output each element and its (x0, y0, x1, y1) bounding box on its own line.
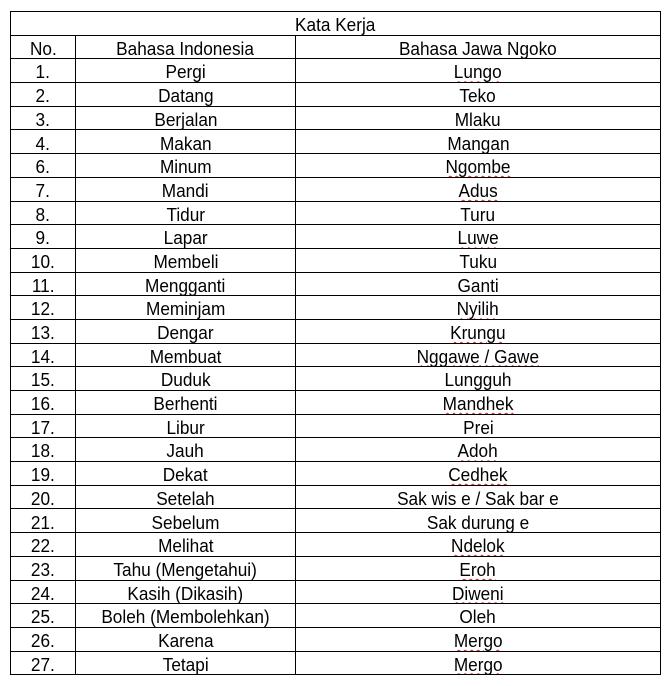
indonesian-word: Duduk (160, 369, 211, 391)
cell-indonesian (76, 319, 296, 343)
cell-indonesian (76, 272, 296, 296)
javanese-word: Diweni (452, 582, 504, 604)
javanese-word: Adus (458, 179, 498, 201)
table-header-row (11, 35, 661, 59)
cell-indonesian (76, 296, 296, 320)
javanese-word: Luwe (457, 227, 499, 249)
cell-indonesian (76, 556, 296, 580)
javanese-word: Mandhek (442, 393, 514, 415)
javanese-word: Ganti (457, 274, 499, 296)
row-number: 1. (35, 61, 51, 83)
cell-javanese (296, 533, 661, 557)
indonesian-word: Mandi (162, 179, 209, 201)
row-number: 16. (31, 393, 55, 415)
javanese-word: Nyilih (456, 298, 500, 320)
cell-no (11, 509, 76, 533)
cell-javanese (296, 83, 661, 107)
cell-no (11, 225, 76, 249)
indonesian-word: Pergi (165, 61, 206, 83)
table-row (11, 319, 661, 343)
table-row (11, 201, 661, 225)
cell-javanese (296, 604, 661, 628)
row-number: 7. (35, 179, 51, 201)
row-number: 4. (35, 132, 51, 154)
indonesian-word: Jauh (166, 440, 205, 462)
indonesian-word: Setelah (156, 487, 215, 509)
table-row (11, 343, 661, 367)
cell-indonesian (76, 154, 296, 178)
header-indonesian-text: Bahasa Indonesia (116, 37, 255, 59)
header-indonesian (76, 35, 296, 59)
cell-indonesian (76, 367, 296, 391)
indonesian-word: Meminjam (145, 298, 226, 320)
indonesian-word: Mengganti (145, 274, 226, 296)
table-row (11, 130, 661, 154)
cell-no (11, 248, 76, 272)
cell-javanese (296, 319, 661, 343)
cell-javanese (296, 59, 661, 83)
indonesian-word: Kasih (Dikasih) (127, 582, 244, 604)
cell-javanese (296, 414, 661, 438)
table-row (11, 414, 661, 438)
indonesian-word: Membuat (149, 345, 222, 367)
vocabulary-table (10, 11, 661, 675)
table-row (11, 391, 661, 415)
row-number: 17. (31, 416, 55, 438)
cell-indonesian (76, 201, 296, 225)
cell-no (11, 627, 76, 651)
cell-javanese (296, 651, 661, 675)
javanese-word: Nggawe / Gawe (416, 345, 540, 367)
cell-javanese (296, 556, 661, 580)
table-title (11, 12, 661, 36)
table-row (11, 367, 661, 391)
header-no (11, 35, 76, 59)
javanese-word: Tuku (459, 250, 497, 272)
cell-no (11, 59, 76, 83)
javanese-word: Adoh (457, 440, 499, 462)
indonesian-word: Tetapi (162, 653, 209, 675)
indonesian-word: Datang (157, 85, 214, 107)
javanese-word: Mergo (453, 653, 503, 675)
indonesian-word: Dekat (163, 464, 208, 486)
indonesian-word: Dengar (157, 322, 214, 344)
table-row (11, 651, 661, 675)
table-row (11, 438, 661, 462)
header-javanese (296, 35, 661, 59)
table-row (11, 533, 661, 557)
row-number: 6. (35, 156, 51, 178)
row-number: 19. (31, 464, 55, 486)
indonesian-word: Karena (157, 629, 214, 651)
table-row (11, 83, 661, 107)
javanese-word: Ngombe (445, 156, 511, 178)
cell-indonesian (76, 485, 296, 509)
cell-no (11, 414, 76, 438)
row-number: 23. (31, 558, 55, 580)
cell-javanese (296, 462, 661, 486)
cell-no (11, 533, 76, 557)
cell-no (11, 83, 76, 107)
row-number: 20. (31, 487, 55, 509)
cell-javanese (296, 485, 661, 509)
row-number: 10. (31, 250, 55, 272)
cell-no (11, 462, 76, 486)
cell-indonesian (76, 248, 296, 272)
indonesian-word: Melihat (157, 535, 214, 557)
table-row (11, 556, 661, 580)
cell-indonesian (76, 130, 296, 154)
cell-no (11, 651, 76, 675)
javanese-word: Prei (462, 416, 494, 438)
javanese-word: Sak wis e / Sak bar e (397, 487, 559, 509)
indonesian-word: Membeli (152, 250, 219, 272)
javanese-word: Ndelok (451, 535, 505, 557)
javanese-word: Lungo (454, 61, 502, 83)
cell-javanese (296, 367, 661, 391)
table-row (11, 177, 661, 201)
cell-javanese (296, 580, 661, 604)
table-row (11, 485, 661, 509)
cell-indonesian (76, 59, 296, 83)
cell-javanese (296, 343, 661, 367)
indonesian-word: Sebelum (151, 511, 220, 533)
row-number: 2. (35, 85, 51, 107)
cell-javanese (296, 438, 661, 462)
cell-javanese (296, 106, 661, 130)
row-number: 15. (31, 369, 55, 391)
cell-javanese (296, 201, 661, 225)
indonesian-word: Tidur (166, 203, 205, 225)
cell-indonesian (76, 177, 296, 201)
javanese-word: Lungguh (444, 369, 512, 391)
cell-no (11, 177, 76, 201)
row-number: 26. (31, 629, 55, 651)
cell-javanese (296, 272, 661, 296)
cell-no (11, 272, 76, 296)
table-row (11, 580, 661, 604)
table-row (11, 248, 661, 272)
row-number: 12. (31, 298, 55, 320)
header-no-text: No. (29, 37, 57, 59)
row-number: 18. (31, 440, 55, 462)
javanese-word: Eroh (459, 558, 497, 580)
row-number: 24. (31, 582, 55, 604)
indonesian-word: Minum (159, 156, 212, 178)
javanese-word: Mlaku (455, 108, 501, 130)
table-row (11, 225, 661, 249)
table-title-row (11, 12, 661, 36)
row-number: 27. (31, 653, 55, 675)
row-number: 14. (31, 345, 55, 367)
cell-javanese (296, 248, 661, 272)
cell-indonesian (76, 509, 296, 533)
table-row (11, 59, 661, 83)
cell-no (11, 130, 76, 154)
indonesian-word: Tahu (Mengetahui) (113, 558, 258, 580)
cell-javanese (296, 225, 661, 249)
javanese-word: Krungu (450, 322, 506, 344)
cell-indonesian (76, 438, 296, 462)
cell-javanese (296, 130, 661, 154)
indonesian-word: Lapar (163, 227, 208, 249)
table-row (11, 154, 661, 178)
table-row (11, 106, 661, 130)
cell-no (11, 580, 76, 604)
table-row (11, 627, 661, 651)
cell-no (11, 438, 76, 462)
row-number: 8. (35, 203, 51, 225)
cell-indonesian (76, 604, 296, 628)
cell-javanese (296, 177, 661, 201)
cell-indonesian (76, 533, 296, 557)
row-number: 13. (31, 322, 55, 344)
indonesian-word: Berhenti (153, 393, 218, 415)
cell-indonesian (76, 462, 296, 486)
javanese-word: Oleh (459, 606, 497, 628)
cell-no (11, 201, 76, 225)
cell-indonesian (76, 414, 296, 438)
cell-indonesian (76, 627, 296, 651)
vocabulary-table-container (10, 11, 661, 675)
cell-no (11, 154, 76, 178)
javanese-word: Mangan (446, 132, 510, 154)
row-number: 22. (31, 535, 55, 557)
cell-indonesian (76, 651, 296, 675)
cell-javanese (296, 391, 661, 415)
cell-javanese (296, 154, 661, 178)
cell-indonesian (76, 83, 296, 107)
cell-no (11, 106, 76, 130)
indonesian-word: Libur (166, 416, 205, 438)
cell-indonesian (76, 106, 296, 130)
javanese-word: Sak durung e (426, 511, 530, 533)
javanese-word: Mergo (453, 629, 503, 651)
table-body (11, 59, 661, 675)
javanese-word: Cedhek (448, 464, 508, 486)
cell-javanese (296, 296, 661, 320)
table-row (11, 462, 661, 486)
indonesian-word: Berjalan (153, 108, 218, 130)
table-title-text: Kata Kerja (295, 14, 376, 36)
cell-javanese (296, 509, 661, 533)
table-row (11, 272, 661, 296)
row-number: 21. (31, 511, 55, 533)
indonesian-word: Makan (159, 132, 212, 154)
cell-no (11, 319, 76, 343)
cell-no (11, 391, 76, 415)
row-number: 3. (35, 108, 51, 130)
row-number: 11. (31, 274, 55, 296)
row-number: 25. (31, 606, 55, 628)
cell-indonesian (76, 225, 296, 249)
cell-no (11, 367, 76, 391)
header-javanese-text: Bahasa Jawa Ngoko (399, 37, 557, 59)
cell-no (11, 485, 76, 509)
cell-no (11, 604, 76, 628)
table-row (11, 509, 661, 533)
row-number: 9. (35, 227, 51, 249)
table-row (11, 296, 661, 320)
cell-javanese (296, 627, 661, 651)
cell-no (11, 296, 76, 320)
cell-indonesian (76, 580, 296, 604)
javanese-word: Turu (460, 203, 496, 225)
javanese-word: Teko (459, 85, 497, 107)
cell-no (11, 556, 76, 580)
indonesian-word: Boleh (Membolehkan) (101, 606, 270, 628)
cell-indonesian (76, 343, 296, 367)
cell-no (11, 343, 76, 367)
cell-indonesian (76, 391, 296, 415)
table-row (11, 604, 661, 628)
